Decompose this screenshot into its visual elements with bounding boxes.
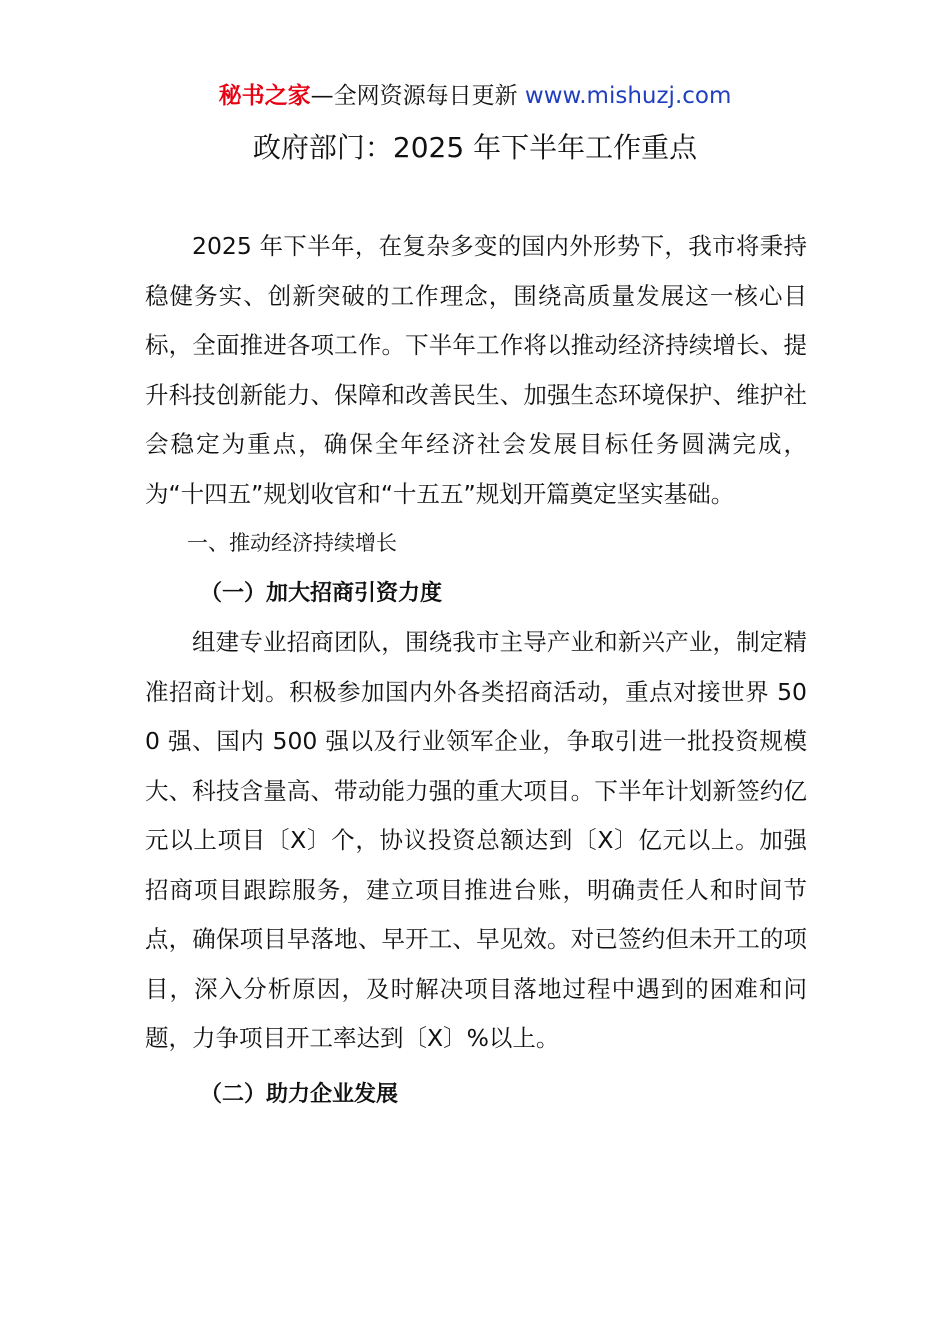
site-banner <box>0 80 950 112</box>
section-heading-1: 一、推动经济持续增长 <box>187 531 397 555</box>
site-url-link[interactable]: www.mishuzj.com <box>524 83 732 109</box>
document-title: 政府部门：2025 年下半年工作重点 <box>252 131 698 164</box>
sub1-paragraph: 组建专业招商团队，围绕我市主导产业和新兴产业，制定精准招商计划。积极参加国内外各类招商活动，重点对接世界 500 强、国内 500 强以及行业领军企业，争取引进一批投资规模大、科技含量高、带动能力强的重大项目。下半年计划新签约亿元以上项目〔X〕个，协议投资总额达到〔X〕亿元以上。加强招商项目跟踪服务，建立项目推进台账，明确责任人和时间节点，确保项目早落地、早开工、早见效。对已签约但未开工的项目，深入分析原因，及时解决项目落地过程中遇到的困难和问题，力争项目开工率达到〔X〕%以上。 <box>145 628 807 1052</box>
sub-heading-2: （二）助力企业发展 <box>200 1081 399 1107</box>
sub-heading-1: （一）加大招商引资力度 <box>200 580 443 606</box>
document-body <box>145 222 807 1119</box>
site-tagline: —全网资源每日更新 <box>310 83 525 109</box>
intro-paragraph: 2025 年下半年，在复杂多变的国内外形势下，我市将秉持稳健务实、创新突破的工作理念，围绕高质量发展这一核心目标，全面推进各项工作。下半年工作将以推动经济持续增长、提升科技创新能力、保障和改善民生、加强生态环境保护、维护社会稳定为重点，确保全年经济社会发展目标任务圆满完成，为“十四五”规划收官和“十五五”规划开篇奠定坚实基础。 <box>145 232 807 508</box>
site-brand: 秘书之家 <box>218 83 311 109</box>
